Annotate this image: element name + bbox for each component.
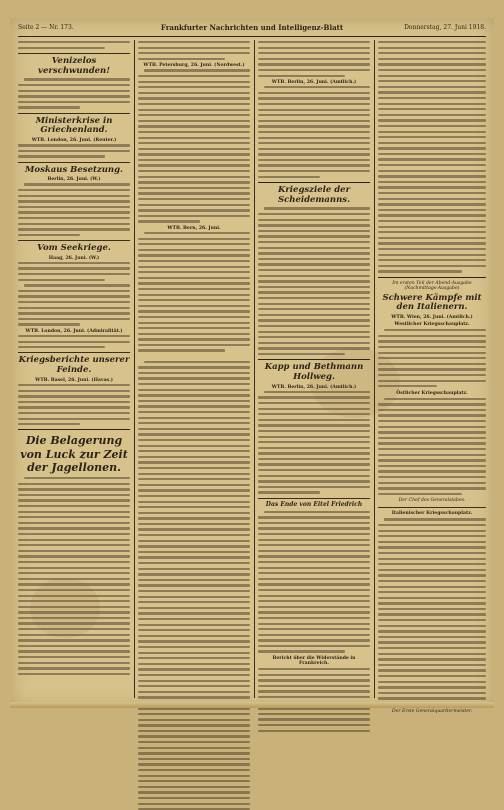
- article-text: [138, 41, 250, 60]
- article-text: [18, 183, 130, 236]
- headline-kapp-bethmann: Kapp und Bethmann Hollweg.: [264, 362, 364, 382]
- signature: Der Chef des Generalstabes.: [398, 498, 466, 504]
- masthead: [18, 22, 486, 37]
- article-text: [18, 284, 130, 325]
- headline-belagerung-luck: Die Belagerung von Luck zur Zeit der Jagellonen.: [20, 434, 128, 474]
- column-1: [18, 40, 130, 698]
- article-text: [258, 668, 370, 732]
- dateline: WTB. Wien, 26. Juni. (Amtlich.): [391, 315, 473, 321]
- headline-schwere-kaempfe: Schwere Kämpfe mit den Italienern.: [382, 292, 482, 313]
- dateline: WTB. Basel, 26. Juni. (Havas.): [35, 378, 113, 384]
- headline-seekrieg: Vom Seekriege.: [37, 243, 111, 254]
- article-text: [138, 69, 250, 222]
- dateline: WTB. Berlin, 26. Juni. (Amtlich.): [271, 384, 357, 390]
- newspaper-page: [10, 18, 494, 714]
- article-text: [378, 329, 486, 387]
- dateline: WTB. Berlin, 26. Juni. (Amtlich.): [271, 80, 357, 86]
- headline-ministerkrise: Ministerkrise in Griechenland.: [35, 115, 113, 136]
- page-number: Seite 2 — Nr. 173.: [18, 24, 74, 31]
- article-text: [258, 86, 370, 178]
- column-rule: [374, 40, 375, 698]
- article-text: [18, 384, 130, 425]
- article-text: [138, 232, 250, 810]
- dateline: Berlin, 26. Juni. (W.): [47, 177, 101, 183]
- article-note: Bericht über die Widerstände in Frankreich.: [272, 656, 356, 667]
- article-text: [378, 41, 486, 273]
- article-text: [258, 511, 370, 653]
- dateline: WTB. Petersburg, 26. Juni. (Nordwest.): [143, 63, 245, 69]
- article-text: [18, 262, 130, 281]
- column-rule: [134, 40, 135, 698]
- article-text: [258, 41, 370, 77]
- article-text: [18, 78, 130, 108]
- edition-note: Im ersten Teil der Abend-Ausgabe (Nachmittags-Ausgabe): [392, 280, 472, 291]
- column-4: [378, 40, 486, 714]
- headline-eitel-friedrich: Das Ende von Eitel Friedrich: [265, 500, 363, 508]
- dateline: WTB. London, 26. Juni. (Admiralität.): [25, 329, 123, 334]
- subhead-west: Westlicher Kriegsschauplatz.: [394, 322, 470, 328]
- article-text: [18, 144, 130, 157]
- article-text: [18, 335, 130, 348]
- column-3: [258, 40, 370, 698]
- headline-venizelos: Venizelos verschwunden!: [38, 55, 110, 76]
- signature: Der Erste Generalquartiermeister.: [391, 708, 473, 714]
- article-text: [258, 391, 370, 494]
- issue-date: Donnerstag, 27. Juni 1918.: [404, 24, 486, 31]
- dateline: Haag, 26. Juni. (W.): [48, 255, 100, 261]
- column-rule: [254, 40, 255, 698]
- subhead-ost: Östlicher Kriegsschauplatz.: [396, 390, 468, 396]
- page-edge: [10, 702, 494, 708]
- headline-moskau: Moskaus Besetzung.: [25, 164, 123, 175]
- article-text: [378, 398, 486, 495]
- article-text: [18, 41, 130, 49]
- dateline: WTB. London, 26. Juni. (Reuter.): [31, 138, 117, 144]
- article-text: [258, 207, 370, 355]
- newspaper-title: Frankfurter Nachrichten und Intelligenz-Blatt: [160, 23, 344, 32]
- dateline: WTB. Bern, 26. Juni.: [167, 226, 221, 231]
- article-text: [378, 518, 486, 705]
- subhead-italien: Italienischer Kriegsschauplatz.: [391, 511, 473, 517]
- headline-kriegsziele: Kriegsziele der Scheidemanns.: [277, 184, 351, 205]
- article-text: [18, 477, 130, 675]
- headline-kriegsberichte: Kriegsberichte unserer Feinde.: [18, 355, 130, 376]
- column-2: [138, 40, 250, 698]
